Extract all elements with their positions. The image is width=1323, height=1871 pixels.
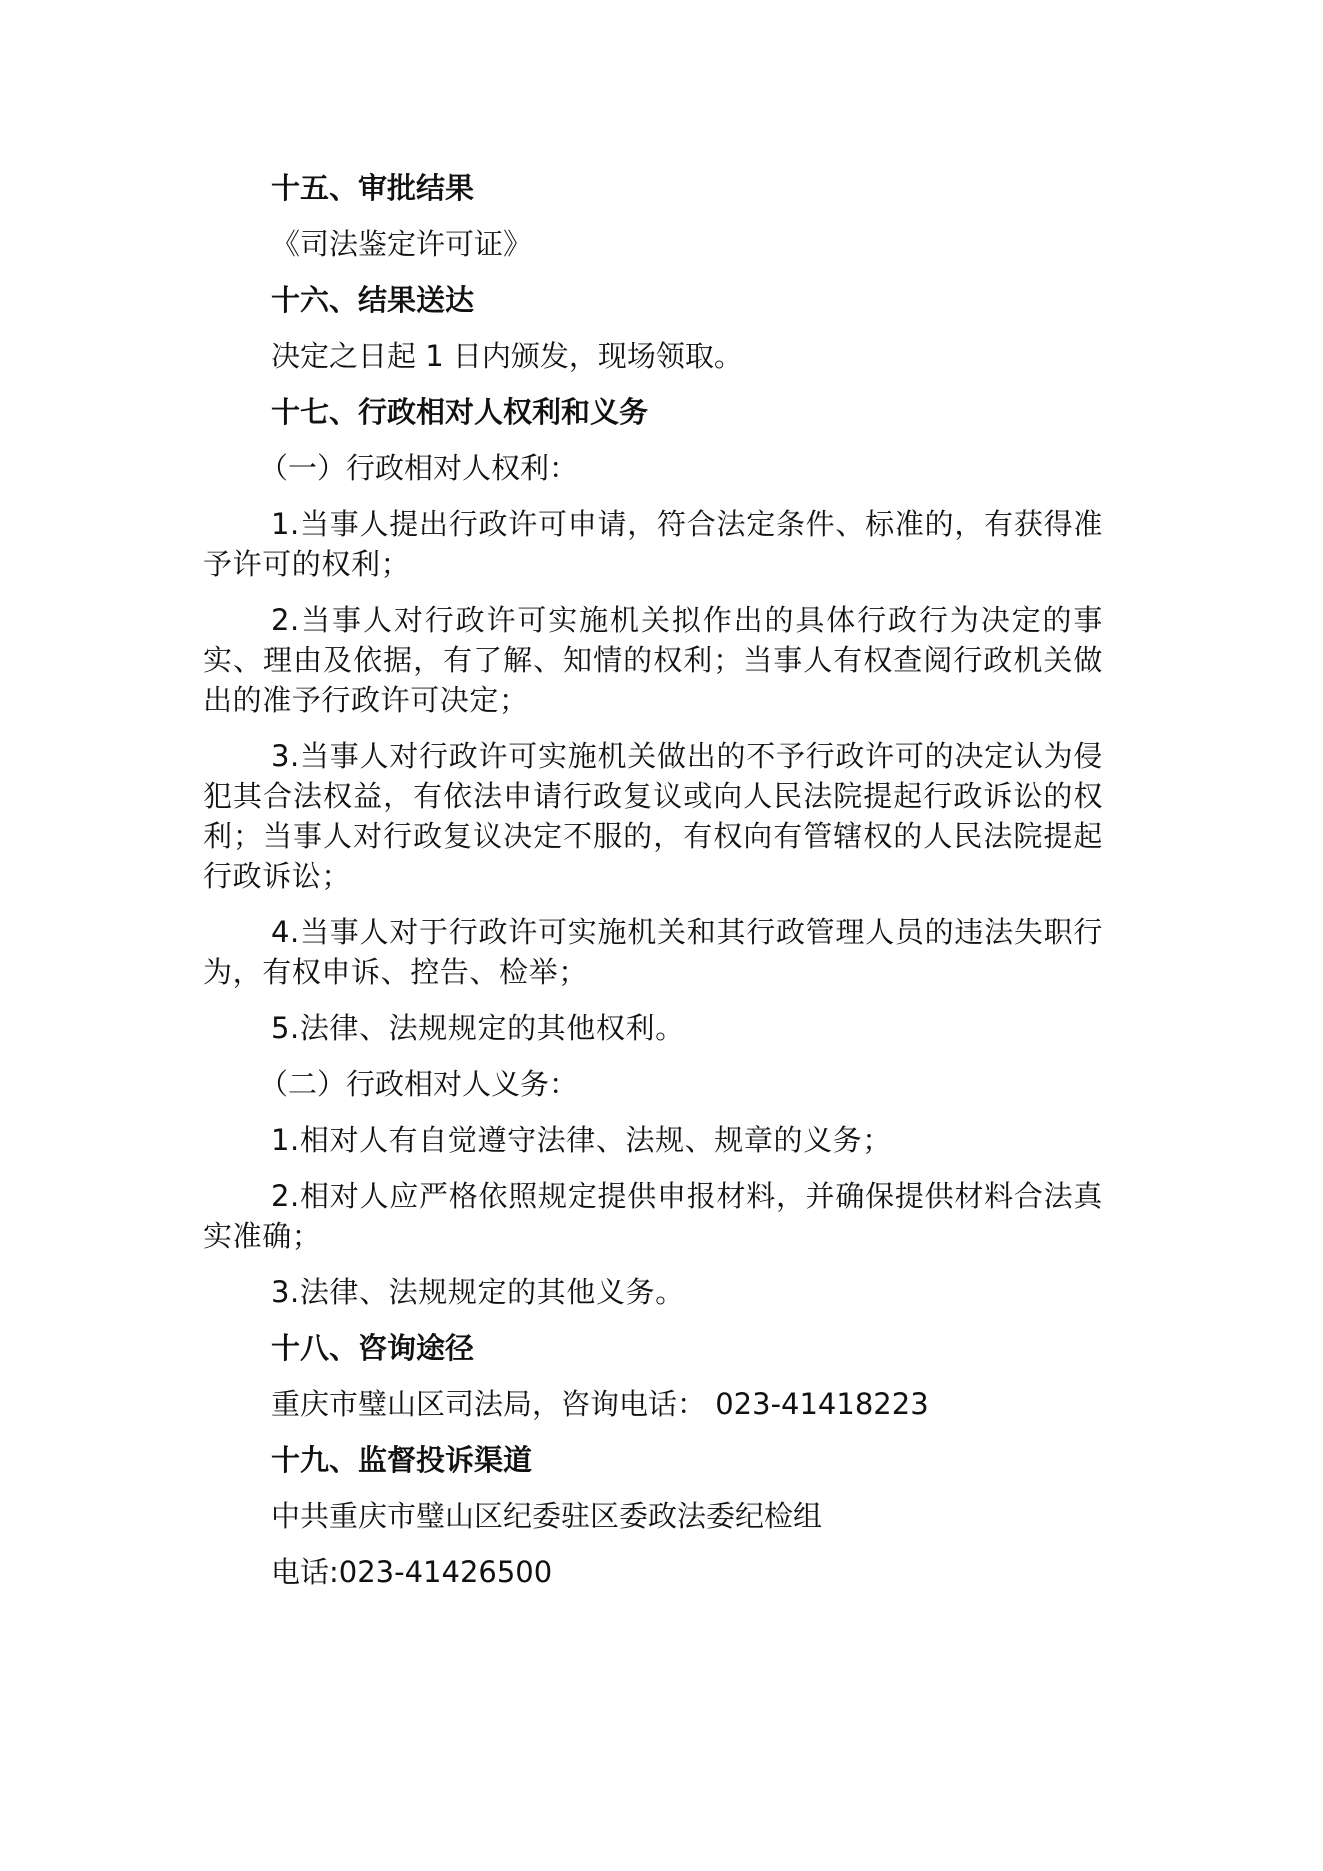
section-19-heading: 十九、监督投诉渠道 — [271, 1443, 533, 1477]
rights-item-4: 4.当事人对于行政许可实施机关和其行政管理人员的违法失职行为，有权申诉、控告、检举； — [203, 915, 1103, 989]
section-15-content: 《司法鉴定许可证》 — [271, 227, 533, 261]
section-16-heading: 十六、结果送达 — [271, 283, 475, 317]
duties-item-1: 1.相对人有自觉遵守法律、法规、规章的义务； — [271, 1123, 892, 1157]
section-18-content: 重庆市璧山区司法局，咨询电话： 023-41418223 — [271, 1387, 929, 1421]
duties-item-3: 3.法律、法规规定的其他义务。 — [271, 1275, 685, 1309]
document-body — [203, 168, 1103, 1608]
duties-item-2: 2.相对人应严格依照规定提供申报材料，并确保提供材料合法真实准确； — [203, 1179, 1103, 1253]
rights-item-1: 1.当事人提出行政许可申请，符合法定条件、标准的，有获得准予许可的权利； — [203, 507, 1103, 581]
section-16-content: 决定之日起 1 日内颁发，现场领取。 — [271, 339, 743, 373]
rights-item-5: 5.法律、法规规定的其他权利。 — [271, 1011, 685, 1045]
rights-item-3: 3.当事人对行政许可实施机关做出的不予行政许可的决定认为侵犯其合法权益，有依法申请行政复议或向人民法院提起行政诉讼的权利；当事人对行政复议决定不服的，有权向有管辖权的人民法院提起行政诉讼； — [203, 739, 1103, 893]
section-19-content-phone: 电话:023-41426500 — [271, 1555, 553, 1589]
section-19-content-org: 中共重庆市璧山区纪委驻区委政法委纪检组 — [271, 1499, 823, 1533]
section-15-heading: 十五、审批结果 — [271, 171, 475, 205]
section-18-heading: 十八、咨询途径 — [271, 1331, 475, 1365]
rights-subheading: （一）行政相对人权利： — [259, 451, 579, 485]
rights-item-2: 2.当事人对行政许可实施机关拟作出的具体行政行为决定的事实、理由及依据，有了解、知情的权利；当事人有权查阅行政机关做出的准予行政许可决定； — [203, 603, 1103, 717]
duties-subheading: （二）行政相对人义务： — [259, 1067, 579, 1101]
section-17-heading: 十七、行政相对人权利和义务 — [271, 395, 649, 429]
